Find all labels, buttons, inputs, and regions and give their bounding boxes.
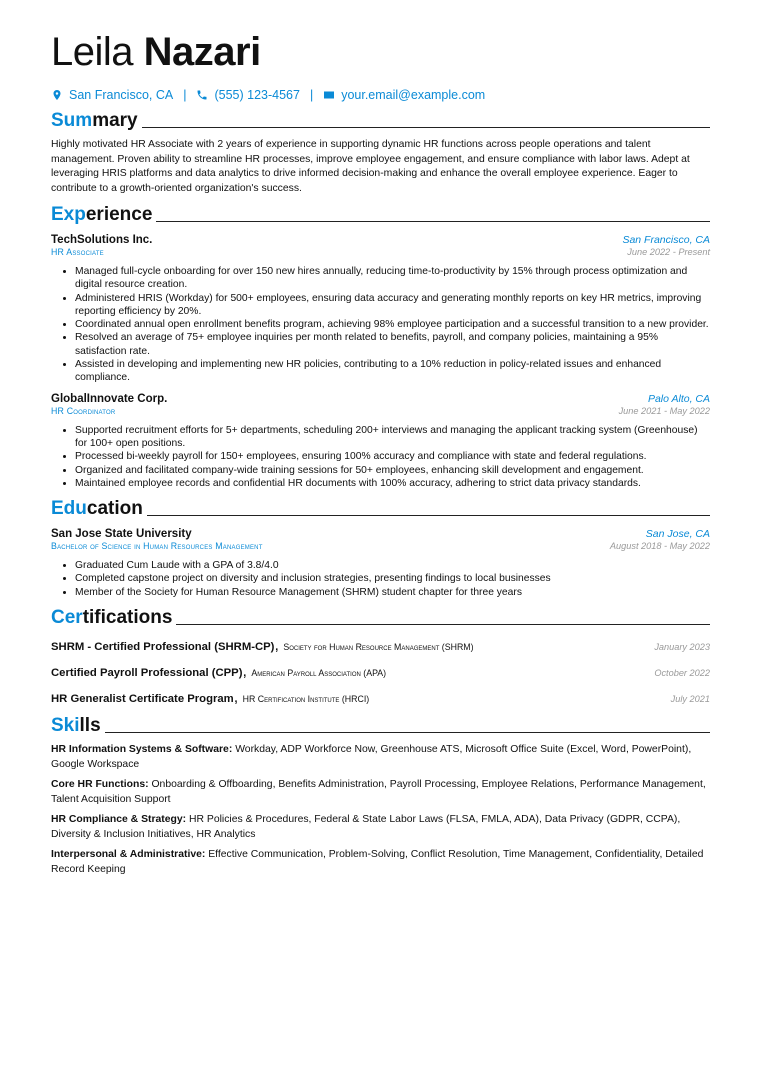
- location-text: San Francisco, CA: [69, 88, 174, 102]
- bullet-item: • Maintained employee records and confidential HR documents with 100% accuracy, adhering to strict data privacy standards.: [75, 477, 710, 490]
- skill-list: Onboarding & Offboarding, Benefits Administration, Payroll Processing, Employee Relations, Performance Management, Talent Acquisition Support: [51, 779, 706, 805]
- skill-label: Interpersonal & Administrative:: [51, 849, 206, 861]
- certifications-heading: [51, 607, 710, 629]
- job-bullets: [51, 265, 710, 385]
- job-bullets: [51, 424, 710, 490]
- certification-issuer: American Payroll Association (APA): [251, 668, 387, 679]
- bullet-item: • Processed bi-weekly payroll for 150+ employees, ensuring 100% accuracy and compliance with state and federal regulations.: [75, 450, 710, 463]
- school-name: San Jose State University: [51, 528, 192, 541]
- job-location: San Francisco, CA: [622, 234, 710, 246]
- skill-list: HR Policies & Procedures, Federal & State Labor Laws (FLSA, FMLA, ADA), Data Privacy (GDPR, CCPA), Diversity & Inclusion Initiatives, HR Analytics: [51, 814, 681, 840]
- education-entry: [51, 528, 710, 599]
- certification-issuer: HR Certification Institute (HRCI): [242, 694, 370, 705]
- job-role: HR Associate: [51, 247, 104, 257]
- last-name: Nazari: [143, 30, 261, 74]
- certification-item: SHRM - Certified Professional (SHRM-CP), Society for Human Resource Management (SHRM) January 2023: [51, 637, 710, 655]
- certification-item: HR Generalist Certificate Program, HR Certification Institute (HRCI) July 2021: [51, 689, 710, 707]
- contact-line: [51, 88, 710, 102]
- bullet-item: • Assisted in developing and implementing new HR policies, contributing to a 10% reduction in policy-related issues and enhanced compliance.: [75, 358, 710, 385]
- certification-date: October 2022: [654, 668, 710, 679]
- section-rule: [142, 127, 710, 128]
- skill-label: Core HR Functions:: [51, 779, 149, 791]
- contact-phone[interactable]: [196, 88, 299, 102]
- certification-issuer: Society for Human Resource Management (SHRM): [283, 642, 474, 653]
- education-heading: [51, 498, 710, 520]
- school-location: San Jose, CA: [645, 528, 710, 541]
- bullet-item: • Managed full-cycle onboarding for over 150 new hires annually, reducing time-to-productivity by 15% through process optimization and digital resource creation.: [75, 265, 710, 292]
- skills-heading: [51, 715, 710, 737]
- summary-text: Highly motivated HR Associate with 2 years of experience in supporting dynamic HR functions across people operations and talent management. Proven ability to streamline HR processes, improve employee engagement, and ensure compliance with labor laws. Adept at leveraging HRIS platforms and data analytics to drive informed decision-making and enhance the overall employee experience. Eager to contribute to a growth-oriented organization's success.: [51, 139, 690, 194]
- bullet-item: • Resolved an average of 75+ employee inquiries per month related to benefits, payroll, and company policies, maintaining a 95% satisfaction rate.: [75, 331, 710, 358]
- job-role: HR Coordinator: [51, 405, 116, 416]
- first-name: Leila: [51, 30, 134, 74]
- job-entry: [51, 393, 710, 490]
- section-title: Summary: [51, 110, 138, 131]
- section-title: Certifications: [51, 607, 173, 629]
- section-rule: [105, 732, 710, 733]
- experience-heading: [51, 204, 710, 226]
- job-dates: June 2022 - Present: [627, 247, 710, 257]
- job-organization: TechSolutions Inc.: [51, 234, 153, 246]
- map-pin-icon: [51, 89, 63, 101]
- job-dates: June 2021 - May 2022: [618, 405, 710, 416]
- section-rule: [176, 624, 710, 625]
- bullet-item: • Supported recruitment efforts for 5+ departments, scheduling 200+ interviews and managing the applicant tracking system (Greenhouse) for 100+ open positions.: [75, 424, 710, 451]
- certification-name: Certified Payroll Professional (CPP): [51, 667, 243, 680]
- job-organization: GlobalInnovate Corp.: [51, 392, 168, 405]
- skill-label: HR Information Systems & Software:: [51, 744, 233, 756]
- section-rule: [156, 221, 710, 222]
- skill-group: [51, 813, 710, 842]
- skill-group: [51, 743, 710, 772]
- contact-location: [51, 88, 173, 102]
- skill-label: HR Compliance & Strategy:: [51, 814, 187, 826]
- skill-group: [51, 848, 710, 877]
- bullet-item: • Organized and facilitated company-wide training sessions for 50+ employees, enhancing skill development and engagement.: [75, 464, 710, 477]
- section-rule: [147, 515, 710, 516]
- certification-item: Certified Payroll Professional (CPP), American Payroll Association (APA) October 2022: [51, 663, 710, 681]
- phone-text: (555) 123-4567: [214, 88, 300, 102]
- certification-name: SHRM - Certified Professional (SHRM-CP): [51, 641, 275, 654]
- contact-separator: |: [309, 88, 314, 102]
- contact-email[interactable]: [323, 88, 485, 102]
- job-location: Palo Alto, CA: [647, 392, 710, 405]
- summary-heading: [51, 110, 710, 132]
- envelope-icon: [323, 89, 335, 101]
- education-bullets: [51, 559, 710, 599]
- education-dates: August 2018 - May 2022: [609, 541, 710, 552]
- skill-list: Workday, ADP Workforce Now, Greenhouse ATS, Microsoft Office Suite (Excel, Word, PowerPoint), Google Workspace: [51, 744, 692, 770]
- bullet-item: • Member of the Society for Human Resource Management (SHRM) student chapter for three years: [75, 586, 710, 599]
- skill-list: Effective Communication, Problem-Solving, Conflict Resolution, Time Management, Confidentiality, Detailed Record Keeping: [51, 849, 704, 875]
- phone-icon: [196, 89, 208, 101]
- bullet-item: • Graduated Cum Laude with a GPA of 3.8/4.0: [75, 559, 710, 572]
- bullet-item: • Administered HRIS (Workday) for 500+ employees, ensuring data accuracy and generating monthly reports on key HR metrics, improving reporting efficiency by 20%.: [75, 292, 710, 319]
- certification-date: July 2021: [670, 694, 710, 705]
- job-entry: [51, 234, 710, 385]
- skill-group: [51, 778, 710, 807]
- certification-date: January 2023: [654, 642, 710, 653]
- email-text: your.email@example.com: [341, 88, 486, 102]
- certification-name: HR Generalist Certificate Program: [51, 693, 234, 706]
- bullet-item: • Coordinated annual open enrollment benefits program, achieving 98% employee participation and a successful transition to a new provider.: [75, 318, 710, 331]
- contact-separator: |: [183, 88, 187, 102]
- degree: Bachelor of Science in Human Resources Management: [51, 541, 263, 552]
- bullet-item: • Completed capstone project on diversity and inclusion strategies, presenting findings to local businesses: [75, 572, 710, 585]
- candidate-name: [51, 30, 710, 74]
- section-title: Education: [51, 498, 143, 520]
- section-title: Experience: [51, 204, 153, 225]
- section-title: Skills: [51, 715, 101, 737]
